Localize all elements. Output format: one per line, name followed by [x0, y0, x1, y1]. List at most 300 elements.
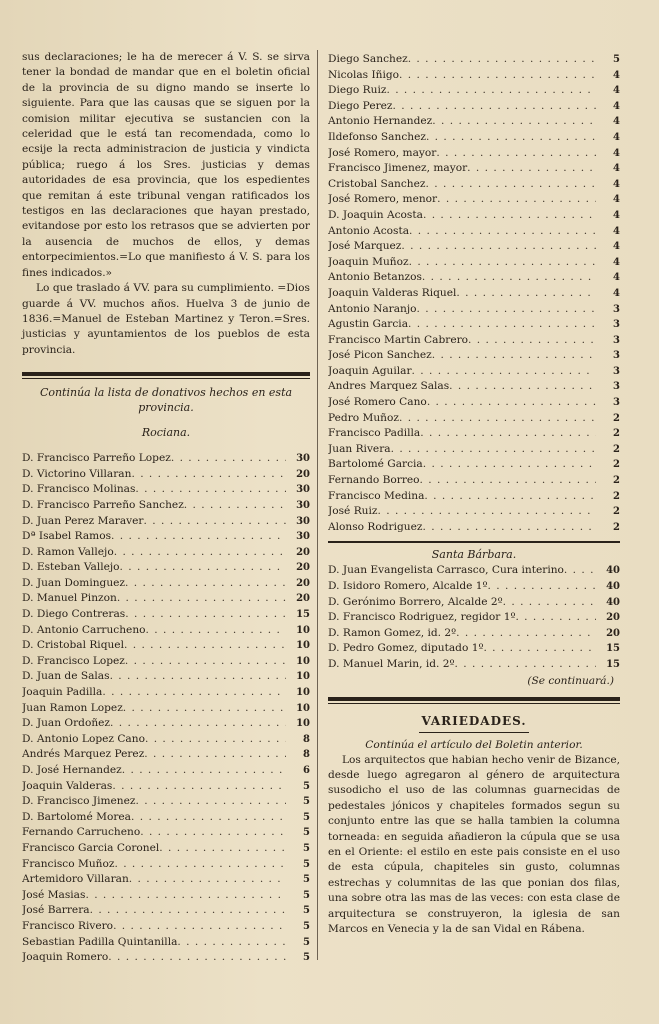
title-underline	[419, 732, 529, 733]
donation-row	[328, 610, 620, 626]
donation-amount: 30	[296, 484, 310, 496]
donation-row	[328, 411, 620, 427]
donor-name: Ildefonso Sanchez	[328, 130, 426, 143]
donation-amount: 4	[613, 256, 620, 268]
donation-amount: 2	[613, 443, 620, 455]
donor-name: Alonso Rodriguez	[328, 520, 423, 533]
donation-row	[22, 716, 310, 732]
donor-name: D. Francisco Jimenez	[22, 795, 136, 808]
donor-name: Diego Sanchez	[328, 53, 408, 65]
donation-amount: 4	[613, 194, 620, 206]
donation-amount: 30	[296, 531, 310, 543]
donation-amount: 10	[296, 718, 310, 730]
donor-name: D. Antonio Lopez Cano	[22, 732, 145, 745]
leader-dots	[412, 364, 596, 380]
donor-name: D. Bartolomé Morea	[22, 810, 131, 823]
donation-amount: 4	[613, 225, 620, 237]
donation-amount: 10	[296, 687, 310, 699]
column-divider	[317, 50, 318, 960]
donation-row	[328, 595, 620, 611]
section-divider	[328, 697, 620, 704]
donation-row	[328, 489, 620, 505]
donation-amount: 4	[613, 100, 620, 112]
leader-dots	[110, 669, 286, 685]
leader-dots	[117, 591, 286, 607]
donation-amount: 3	[613, 365, 620, 377]
donation-amount: 5	[303, 952, 310, 964]
donation-row	[328, 192, 620, 208]
donation-amount: 2	[613, 412, 620, 424]
leader-dots	[468, 333, 596, 349]
donation-amount: 5	[303, 920, 310, 932]
donation-list-rociana	[22, 451, 310, 966]
leader-dots	[426, 130, 596, 146]
donor-name: D. Antonio Carrucheno	[22, 623, 146, 636]
donor-name: D. Gerónimo Borrero, Alcalde 2º	[328, 595, 503, 608]
leader-dots	[110, 716, 286, 732]
donation-row	[22, 545, 310, 561]
leader-dots	[432, 348, 596, 364]
donation-amount: 10	[296, 671, 310, 683]
donor-name: Diego Ruiz	[328, 84, 387, 97]
donation-row	[22, 732, 310, 748]
donation-amount: 30	[296, 453, 310, 465]
leader-dots	[114, 857, 286, 873]
donation-row	[328, 379, 620, 395]
donation-row	[22, 810, 310, 826]
left-column	[22, 0, 310, 966]
donation-row	[22, 638, 310, 654]
donation-amount: 20	[606, 612, 620, 624]
donation-row	[22, 872, 310, 888]
leader-dots	[417, 302, 596, 318]
donation-amount: 5	[303, 874, 310, 886]
leader-dots	[125, 607, 286, 623]
leader-dots	[122, 763, 286, 779]
donor-name: D. Isidoro Romero, Alcalde 1º	[328, 580, 488, 592]
donation-row	[22, 451, 310, 467]
leader-dots	[125, 576, 286, 592]
leader-dots	[131, 467, 286, 483]
donation-amount: 4	[613, 69, 620, 81]
town-heading-santa-barbara: Santa Bárbara.	[431, 548, 517, 562]
donor-name: Diego Perez	[328, 99, 393, 112]
right-column	[328, 0, 620, 937]
donation-amount: 20	[296, 468, 310, 480]
donation-row	[22, 467, 310, 483]
donation-row	[328, 563, 620, 579]
leader-dots	[408, 52, 596, 68]
leader-dots	[467, 161, 596, 177]
donor-name: D. José Hernandez	[22, 764, 122, 776]
donation-amount: 4	[613, 272, 620, 284]
donor-name: Andrés Marquez Perez	[22, 748, 145, 761]
donor-name: José Marquez	[328, 240, 402, 253]
leader-dots	[432, 114, 596, 130]
donor-name: Dª Isabel Ramos	[22, 530, 112, 543]
donor-name: Nicolas Iñigo	[328, 68, 400, 81]
leader-dots	[102, 685, 286, 701]
donation-list-santa-barbara	[328, 563, 620, 672]
leader-dots	[131, 810, 286, 826]
donation-amount: 5	[303, 827, 310, 839]
leader-dots	[408, 317, 596, 333]
donation-amount: 5	[303, 858, 310, 870]
leader-dots	[427, 395, 596, 411]
donation-row	[328, 504, 620, 520]
donation-row	[22, 747, 310, 763]
donation-row	[328, 457, 620, 473]
donation-row	[328, 270, 620, 286]
leader-dots	[171, 451, 286, 467]
donor-name: José Barrera	[22, 904, 90, 917]
donor-name: D. Victorino Villaran	[22, 467, 132, 480]
donation-amount: 5	[303, 842, 310, 854]
decree-paragraph-2: Lo que traslado á VV. para su cumplimiento. =Dios guarde á VV. muchos años. Huelva 3 de junio de 1836.=Manuel de Esteban Martinez y Teron.=Sres. justicias y ayuntamientos de los pueblos de esta provincia.	[22, 282, 310, 356]
donor-name: D. Cristobal Riquel	[22, 639, 124, 652]
leader-dots	[177, 935, 286, 951]
donation-amount: 5	[303, 905, 310, 917]
donation-amount: 30	[296, 499, 310, 511]
donation-row	[328, 255, 620, 271]
donation-amount: 15	[606, 643, 620, 655]
donation-amount: 4	[613, 209, 620, 221]
donation-amount: 10	[296, 640, 310, 652]
donor-name: Antonio Hernandez	[328, 115, 433, 128]
donation-row	[22, 888, 310, 904]
leader-dots	[120, 560, 286, 576]
leader-dots	[449, 379, 596, 395]
donation-row	[22, 576, 310, 592]
donation-row	[328, 395, 620, 411]
donor-name: Antonio Betanzos	[328, 271, 422, 284]
leader-dots	[144, 747, 286, 763]
donation-row	[22, 950, 310, 966]
donor-name: Antonio Naranjo	[328, 302, 417, 315]
donor-name: D. Juan de Salas	[22, 670, 110, 683]
donor-name: Francisco Padilla	[328, 427, 421, 440]
leader-dots	[146, 623, 286, 639]
leader-dots	[184, 498, 286, 514]
donation-amount: 40	[606, 565, 620, 577]
donation-row	[328, 473, 620, 489]
donor-name: José Masias	[22, 888, 86, 901]
donation-amount: 5	[303, 780, 310, 792]
donation-amount: 15	[606, 658, 620, 670]
donation-row	[22, 669, 310, 685]
donation-amount: 20	[296, 577, 310, 589]
leader-dots	[144, 514, 287, 530]
donation-row	[328, 579, 620, 595]
donation-row	[328, 161, 620, 177]
leader-dots	[112, 779, 286, 795]
donation-amount: 10	[296, 702, 310, 714]
leader-dots	[456, 286, 596, 302]
leader-dots	[423, 457, 596, 473]
donation-amount: 4	[613, 131, 620, 143]
donor-name: Juan Ramon Lopez	[22, 701, 123, 714]
leader-dots	[503, 595, 596, 611]
donation-amount: 15	[296, 609, 310, 621]
leader-dots	[111, 529, 286, 545]
donor-name: D. Francisco Rodriguez, regidor 1º	[328, 611, 516, 624]
leader-dots	[129, 872, 286, 888]
donation-row	[22, 498, 310, 514]
donor-name: D. Francisco Molinas	[22, 483, 136, 496]
leader-dots	[409, 224, 596, 240]
donation-row	[328, 114, 620, 130]
donation-amount: 4	[613, 287, 620, 299]
donation-row	[22, 763, 310, 779]
donation-row	[328, 239, 620, 255]
donor-name: Francisco Medina	[328, 489, 425, 502]
donation-amount: 10	[296, 655, 310, 667]
donor-name: D. Francisco Lopez	[22, 654, 125, 667]
donation-amount: 5	[303, 889, 310, 901]
donation-row	[22, 685, 310, 701]
donor-name: D. Joaquin Acosta	[328, 208, 423, 221]
leader-dots	[159, 841, 286, 857]
donor-name: José Ruiz	[328, 505, 378, 518]
donor-name: Francisco Martin Cabrero	[328, 333, 469, 346]
donation-row	[22, 514, 310, 530]
donor-name: D. Manuel Pinzon	[22, 592, 117, 605]
leader-dots	[488, 579, 597, 595]
donor-name: Joaquin Padilla	[22, 686, 103, 699]
leader-dots	[85, 888, 286, 904]
variedades-subtitle: Continúa el artículo del Boletin anterior.	[365, 738, 583, 751]
donation-amount: 3	[613, 319, 620, 331]
donation-row	[328, 52, 620, 68]
donation-row	[22, 919, 310, 935]
donation-row	[328, 177, 620, 193]
donor-name: D. Francisco Parreño Sanchez	[22, 498, 184, 511]
leader-dots	[437, 192, 596, 208]
donor-name: Francisco Muñoz	[22, 857, 115, 870]
donor-name: Bartolomé Garcia	[328, 458, 423, 471]
leader-dots	[409, 255, 596, 271]
donation-row	[22, 935, 310, 951]
donation-row	[328, 286, 620, 302]
continued-note: (Se continuará.)	[527, 674, 614, 687]
donor-name: Andres Marquez Salas	[328, 380, 450, 393]
leader-dots	[386, 83, 596, 99]
donation-row	[22, 825, 310, 841]
leader-dots	[114, 545, 286, 561]
donation-row	[328, 333, 620, 349]
donation-row	[22, 654, 310, 670]
donation-row	[328, 641, 620, 657]
donor-name: D. Ramon Gomez, id. 2º	[328, 626, 457, 639]
donation-amount: 4	[613, 241, 620, 253]
donation-row	[22, 701, 310, 717]
donation-row	[328, 657, 620, 673]
leader-dots	[424, 489, 596, 505]
donation-amount: 2	[613, 521, 620, 533]
leader-dots	[123, 701, 286, 717]
donor-name: D. Pedro Gomez, diputado 1º	[328, 642, 484, 655]
leader-dots	[420, 426, 596, 442]
donor-name: Juan Rivera	[328, 442, 391, 455]
donor-name: Joaquin Aguilar	[328, 364, 412, 377]
decree-paragraph-1: sus declaraciones; le ha de merecer á V. S. se sirva tener la bondad de mandar que en el boletin oficial de la provincia de su digno mando se inserte lo siguiente. Para que las causas que se siguen por la comision militar ejecutiva se sustancien con la celeridad que le está tan recomendada, como lo ecsije la recta administracion de justicia y vindicta pública; ruego á los Sres. justicias y demas autoridades de esa provincia, que los espedientes que remitan á este tribunal vengan ratificados los testigos en las declaraciones que hayan prestado, evitandose por esto los retrasos que se advierten por la ausencia de muchos de ellos, y demas entorpecimientos.=Lo que manifiesto á V. S. para los fines indicados.»	[22, 51, 310, 279]
donor-name: D. Esteban Vallejo	[22, 561, 120, 574]
donor-name: Sebastian Padilla Quintanilla	[22, 935, 178, 948]
donation-row	[22, 623, 310, 639]
leader-dots	[454, 657, 596, 673]
donor-name: D. Manuel Marin, id. 2º	[328, 657, 455, 670]
donation-amount: 5	[303, 796, 310, 808]
donor-name: D. Francisco Parreño Lopez	[22, 452, 171, 465]
donation-row	[328, 224, 620, 240]
donor-name: José Romero Cano	[328, 396, 427, 409]
donation-row	[22, 482, 310, 498]
donor-name: José Picon Sanchez	[328, 349, 432, 362]
donor-name: Francisco Jimenez, mayor	[328, 162, 468, 175]
donation-amount: 10	[296, 624, 310, 636]
leader-dots	[125, 654, 286, 670]
donation-row	[22, 903, 310, 919]
donation-amount: 20	[606, 627, 620, 639]
donation-row	[22, 560, 310, 576]
donation-amount: 2	[613, 475, 620, 487]
donation-row	[22, 591, 310, 607]
town-heading-rociana: Rociana.	[141, 426, 191, 440]
leader-dots	[113, 919, 286, 935]
donation-row	[22, 841, 310, 857]
section-divider	[328, 541, 620, 543]
donation-row	[328, 68, 620, 84]
donation-amount: 5	[613, 54, 620, 65]
donor-name: D. Juan Ordoñez	[22, 717, 111, 730]
donation-amount: 5	[303, 811, 310, 823]
donation-amount: 3	[613, 334, 620, 346]
leader-dots	[145, 732, 286, 748]
donation-amount: 2	[613, 428, 620, 440]
donor-name: José Romero, mayor	[328, 146, 437, 159]
donor-name: D. Juan Dominguez	[22, 576, 126, 589]
donation-row	[328, 99, 620, 115]
leader-dots	[436, 146, 596, 162]
leader-dots	[391, 442, 596, 458]
donation-amount: 30	[296, 515, 310, 527]
leader-dots	[422, 270, 596, 286]
donor-name: D. Ramon Vallejo	[22, 545, 114, 558]
donation-row	[328, 626, 620, 642]
donation-row	[328, 302, 620, 318]
donation-row	[22, 857, 310, 873]
leader-dots	[483, 641, 596, 657]
donation-row	[328, 146, 620, 162]
donation-amount: 6	[303, 765, 310, 776]
donor-name: Fernando Borreo	[328, 474, 420, 487]
donor-name: D. Juan Evangelista Carrasco, Cura interino	[328, 564, 564, 577]
donation-amount: 5	[303, 936, 310, 948]
leader-dots	[456, 626, 596, 642]
donation-amount: 2	[613, 459, 620, 471]
leader-dots	[140, 825, 286, 841]
leader-dots	[135, 482, 286, 498]
donation-row	[22, 529, 310, 545]
donation-amount: 3	[613, 350, 620, 362]
donor-name: José Romero, menor	[328, 193, 438, 206]
leader-dots	[564, 563, 596, 579]
leader-dots	[135, 794, 286, 810]
donation-row	[328, 130, 620, 146]
donation-row	[328, 426, 620, 442]
leader-dots	[423, 208, 596, 224]
donation-row	[328, 520, 620, 536]
leader-dots	[515, 610, 596, 626]
leader-dots	[399, 411, 596, 427]
donor-name: Artemidoro Villaran	[22, 873, 129, 886]
donor-name: Pedro Muñoz	[328, 411, 399, 424]
donation-amount: 8	[303, 749, 310, 761]
donation-row	[328, 442, 620, 458]
donor-name: Joaquin Muñoz	[328, 255, 409, 268]
leader-dots	[393, 99, 596, 115]
donation-amount: 20	[296, 593, 310, 605]
donations-heading: Continúa la lista de donativos hechos en esta provincia.	[39, 386, 293, 415]
donation-amount: 2	[613, 506, 620, 518]
donation-row	[328, 348, 620, 364]
section-divider	[22, 372, 310, 379]
donor-name: Joaquin Valderas Riquel	[328, 286, 457, 299]
donation-amount: 8	[303, 733, 310, 745]
leader-dots	[401, 239, 596, 255]
donation-amount: 4	[613, 147, 620, 159]
donor-name: Antonio Acosta	[328, 224, 410, 237]
donation-amount: 3	[613, 381, 620, 393]
donor-name: Fernando Carrucheno	[22, 826, 141, 839]
donation-amount: 4	[613, 163, 620, 175]
donation-row	[328, 364, 620, 380]
donation-row	[22, 607, 310, 623]
donation-row	[328, 83, 620, 99]
donation-amount: 4	[613, 85, 620, 97]
leader-dots	[399, 68, 596, 84]
variedades-title: VARIEDADES.	[421, 713, 527, 728]
donor-name: Joaquin Valderas	[22, 779, 113, 792]
donation-amount: 4	[613, 116, 620, 128]
variedades-body: Los arquitectos que habian hecho venir de Bizance, desde luego agregaron al género de arquitectura susodicho el uso de las columnas guarnecidas de pedestales jónicos y chapiteles formados segun su conjunto entre las que se halla tambien la columna torneada: en seguida añadieron la cúpula que se usa en el Oriente: el estilo en este pais consiste en el uso de esta cúpula, chapiteles sin gusto, columnas estrechas y columnitas de las que ponian dos filas, una sobre otra las mas de las veces: con esta clase de arquitectura se construyeron, la iglesia de san Marcos en Venecia y la de san Vidal en Rábena.	[328, 753, 620, 936]
donation-amount: 3	[613, 303, 620, 315]
donor-name: Francisco Garcia Coronel	[22, 841, 160, 854]
donation-amount: 20	[296, 562, 310, 574]
donation-amount: 40	[606, 581, 620, 592]
leader-dots	[377, 504, 596, 520]
donation-list-rociana-continued	[328, 52, 620, 535]
donor-name: D. Juan Perez Maraver	[22, 514, 144, 527]
donation-row	[328, 317, 620, 333]
donation-row	[22, 779, 310, 795]
leader-dots	[420, 473, 596, 489]
donation-amount: 2	[613, 490, 620, 502]
leader-dots	[124, 638, 286, 654]
donation-amount: 4	[613, 178, 620, 190]
donation-amount: 3	[613, 397, 620, 409]
leader-dots	[422, 520, 596, 536]
donor-name: D. Diego Contreras	[22, 608, 126, 621]
donor-name: Agustin Garcia	[328, 318, 409, 331]
leader-dots	[108, 950, 286, 966]
leader-dots	[90, 903, 286, 919]
leader-dots	[426, 177, 597, 193]
donation-row	[22, 794, 310, 810]
donation-amount: 20	[296, 546, 310, 558]
donor-name: Francisco Rivero	[22, 919, 114, 932]
donor-name: Joaquin Romero	[22, 951, 109, 964]
